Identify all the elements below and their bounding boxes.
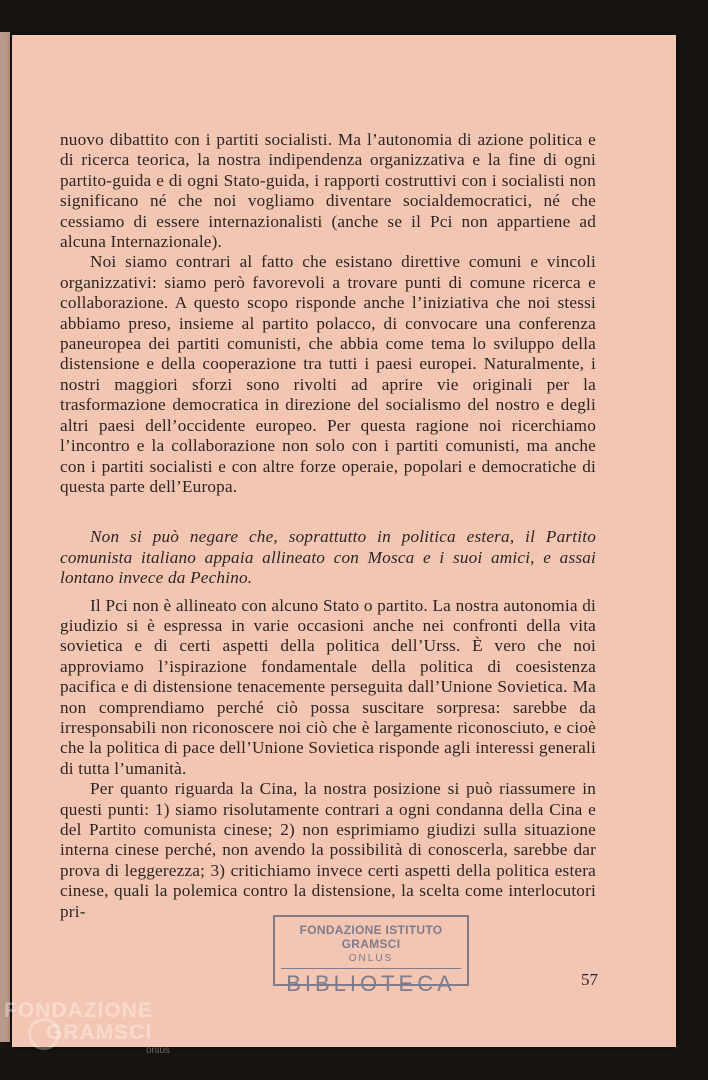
- watermark-line-3: onlus: [146, 1045, 170, 1056]
- watermark-line-2: GRAMSCI: [46, 1021, 153, 1044]
- stamp-line-institution: FONDAZIONE ISTITUTO GRAMSCI: [299, 923, 443, 951]
- interview-question: Non si può negare che, soprattutto in politica estera, il Partito comunista italiano appaia allineato con Mosca e i suoi amici, e assai lontano invece da Pechino.: [60, 527, 596, 588]
- library-stamp: [273, 915, 469, 996]
- paragraph: Per quanto riguarda la Cina, la nostra posizione si può riassumere in questi punti: 1) siamo risolutamente contrari a ogni condanna della Cina e del Partito comunista cinese; 2) non esprimiamo giudizi sulla situazione interna cinese perché, non avendo la possibilità di conoscerla, sarebbe dar prova di leggerezza; 3) critichiamo invece certi aspetti della politica estera cinese, quali la polemica contro la distensione, la scelta come interlocutori pri-: [60, 779, 596, 921]
- page-number: 57: [581, 970, 598, 989]
- watermark-line-1: FONDAZIONE: [4, 999, 153, 1022]
- paragraph: Noi siamo contrari al fatto che esistano direttive comuni e vincoli organizzativi: siamo però favorevoli a trovare punti di comune ricerca e collaborazione. A questo scopo risponde anche l’iniziativa che noi stessi abbiamo preso, insieme al partito polacco, di convocare una conferenza paneuropea dei partiti comunisti, che abbia come tema lo sviluppo della distensione e della cooperazione tra tutti i paesi europei. Naturalmente, i nostri maggiori sforzi sono rivolti ad aprire vie originali per la trasformazione democratica in direzione del socialismo del nostro e degli altri paesi dell’occidente europeo. Per questa ragione noi ricerchiamo l’incontro e la collaborazione non solo con i partiti comunisti, ma anche con i partiti socialisti e con altre forze operaie, popolari e democratiche di questa parte dell’Europa.: [60, 252, 596, 496]
- adjacent-page-edge: [0, 32, 10, 1042]
- stamp-line-onlus: ONLUS: [348, 953, 394, 964]
- stamp-line-biblioteca: BIBLIOTECA: [281, 968, 461, 997]
- watermark: [4, 1000, 170, 1058]
- paragraph-continuation: nuovo dibattito con i partiti socialisti. Ma l’autonomia di azione politica e di ricerca teorica, la nostra indipendenza organizzativa e la fine di ogni partito-guida e di ogni Stato-guida, i rapporti costruttivi con i socialisti non significano né che noi vogliamo diventare socialdemocratici, né che cessiamo di essere internazionalisti (anche se il Pci non appartiene ad alcuna Internazionale).: [60, 130, 596, 252]
- book-page: [12, 35, 676, 1047]
- body-text: [60, 130, 596, 922]
- paragraph: Il Pci non è allineato con alcuno Stato o partito. La nostra autonomia di giudizio si è espressa in varie occasioni anche nei confronti della vita sovietica e di certi aspetti della politica dell’Urss. È vero che noi approviamo l’ispirazione fondamentale della politica di coesistenza pacifica e di distensione tenacemente perseguita dall’Unione Sovietica. Ma non comprendiamo perché ciò possa suscitare sorpresa: sarebbe da irresponsabili non riconoscere noi ciò che è largamente riconosciuto, e cioè che la politica di pace dell’Unione Sovietica risponde agli interessi generali di tutta l’umanità.: [60, 595, 596, 778]
